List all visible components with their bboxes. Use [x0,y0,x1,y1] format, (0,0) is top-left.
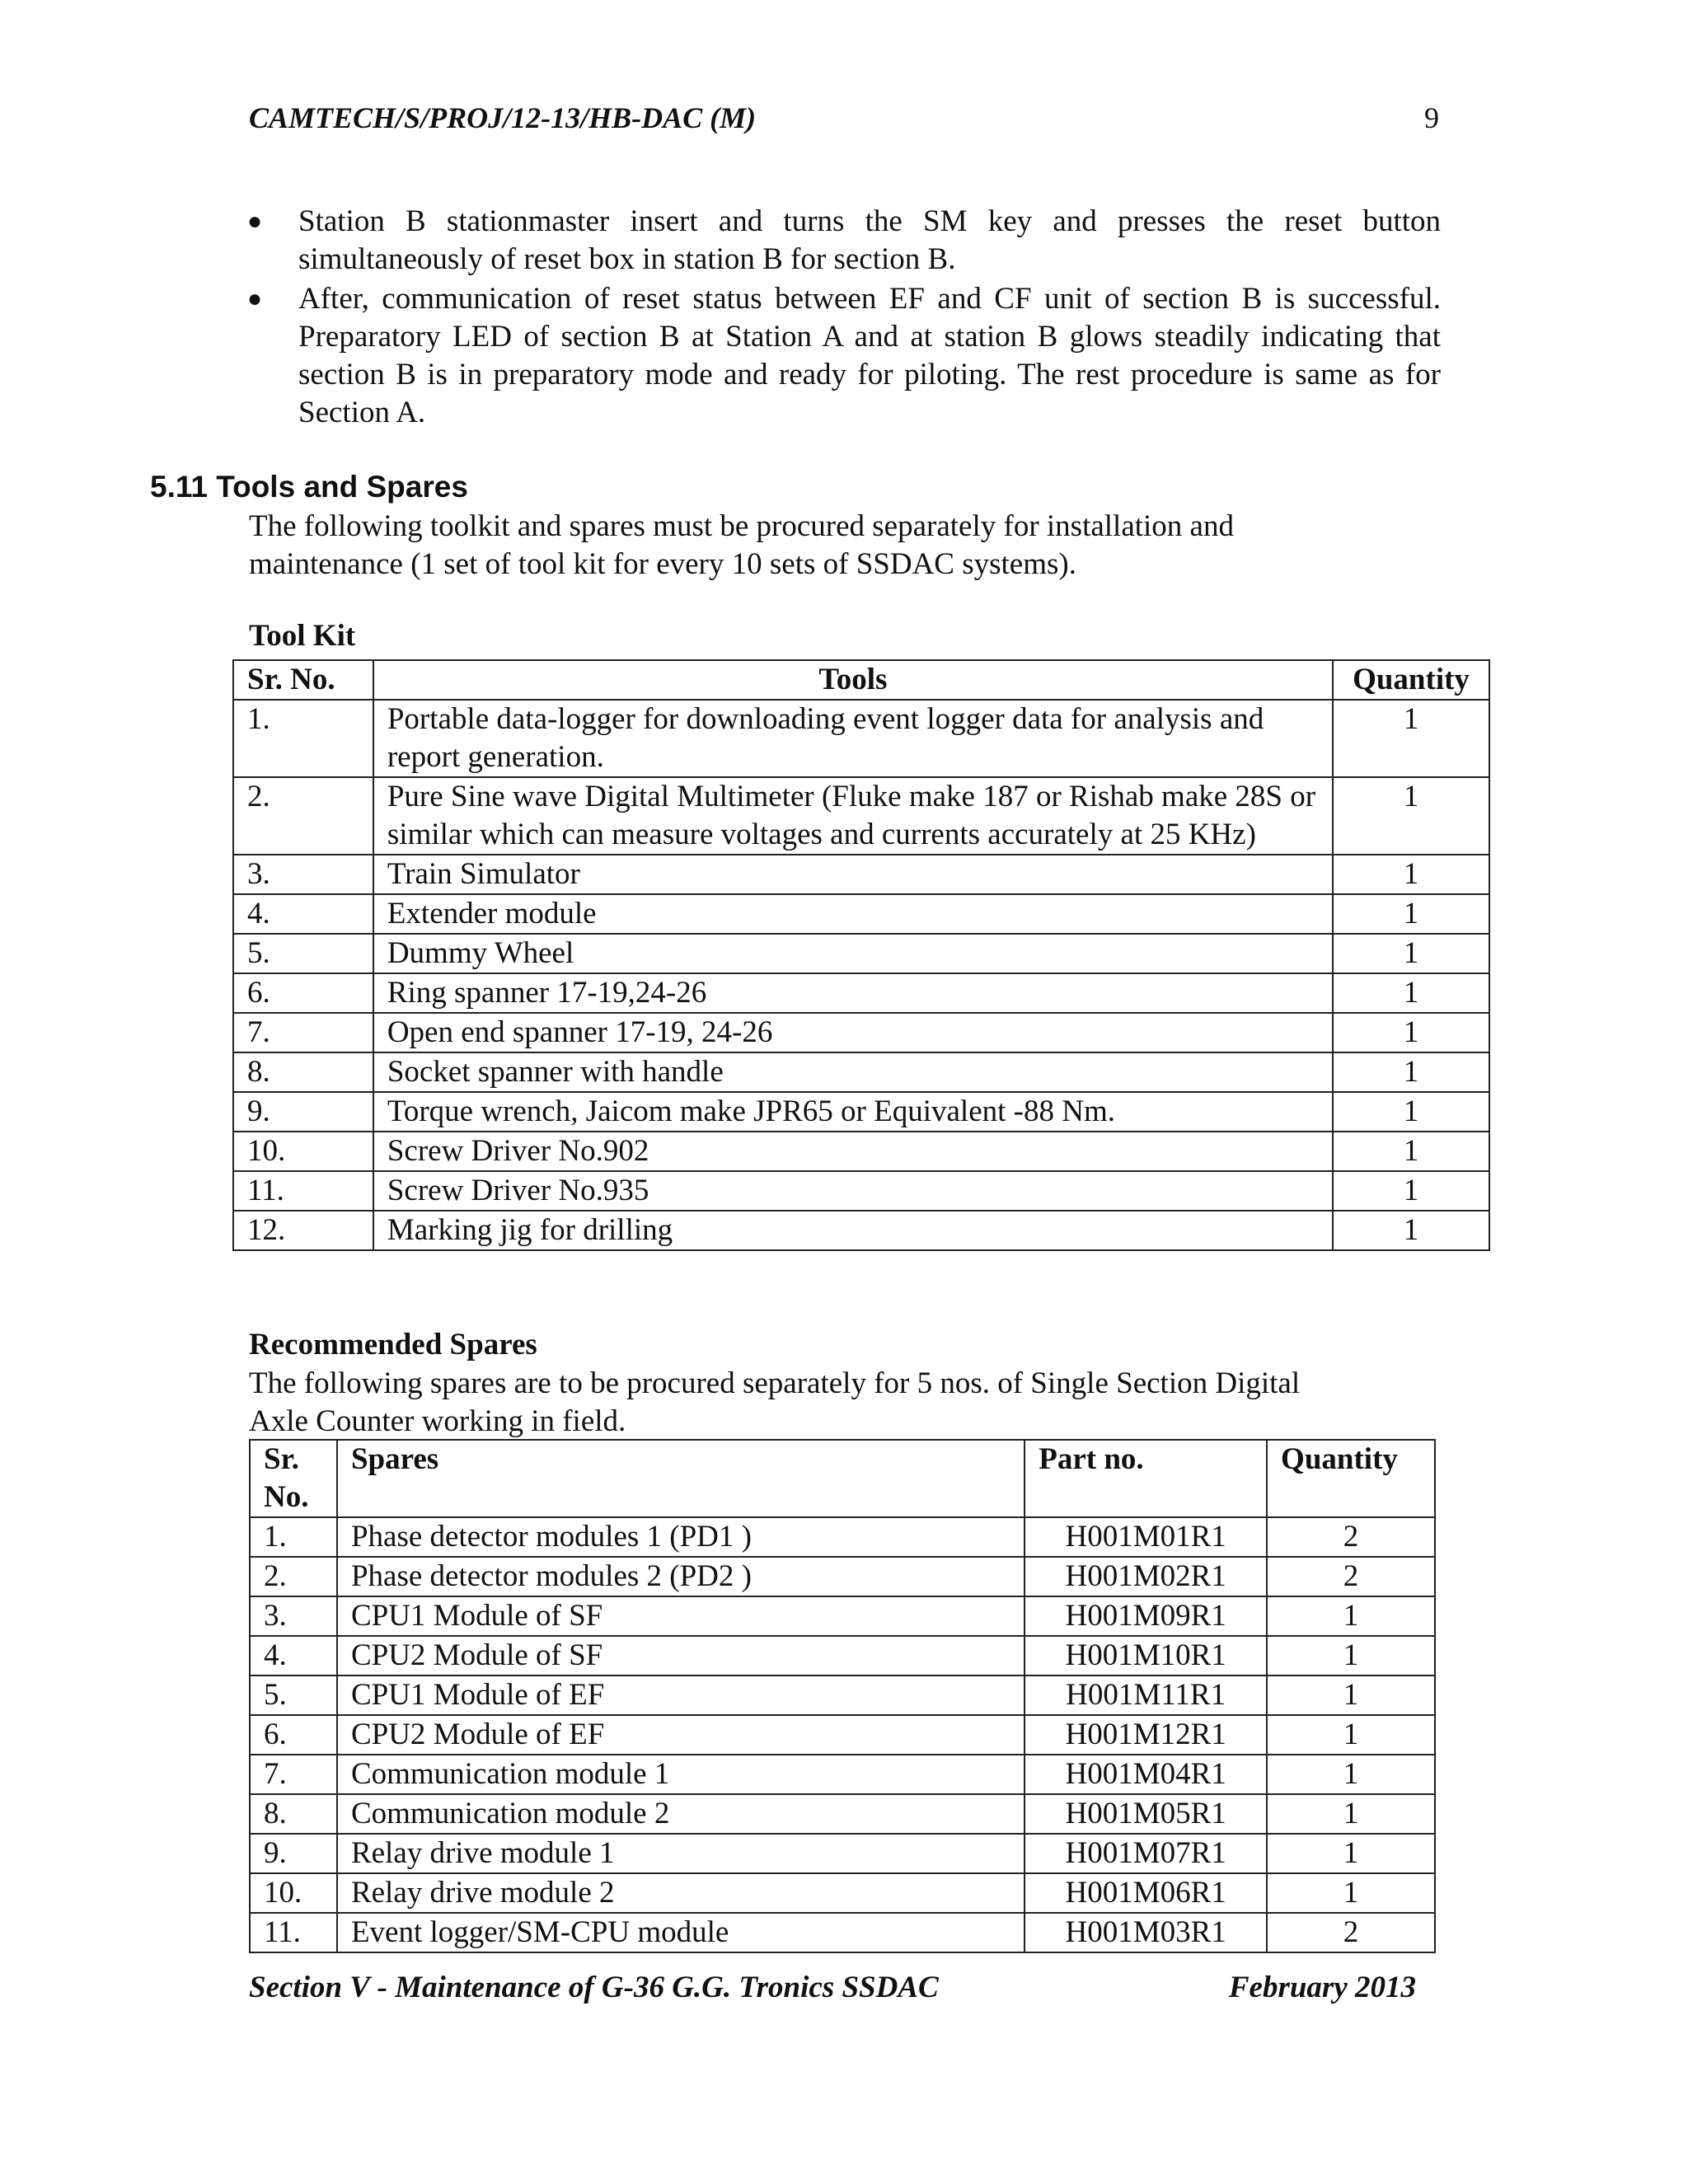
cell-part-no: H001M11R1 [1025,1675,1267,1715]
table-row [233,855,1489,894]
cell-sr-no: 11. [250,1913,337,1952]
cell-quantity: 1 [1333,700,1489,777]
cell-spare: Communication module 1 [337,1755,1025,1794]
cell-quantity: 1 [1333,777,1489,855]
cell-quantity: 1 [1333,1092,1489,1132]
cell-part-no: H001M07R1 [1025,1834,1267,1873]
cell-spare: Relay drive module 1 [337,1834,1025,1873]
cell-quantity: 2 [1267,1517,1435,1557]
cell-spare: CPU2 Module of EF [337,1715,1025,1755]
cell-sr-no: 8. [250,1794,337,1834]
cell-spare: Relay drive module 2 [337,1873,1025,1913]
table-row [250,1794,1435,1834]
cell-part-no: H001M12R1 [1025,1715,1267,1755]
cell-quantity: 1 [1267,1873,1435,1913]
cell-spare: Event logger/SM-CPU module [337,1913,1025,1952]
cell-spare: Phase detector modules 1 (PD1 ) [337,1517,1025,1557]
cell-part-no: H001M04R1 [1025,1755,1267,1794]
cell-quantity: 1 [1333,1211,1489,1250]
section-intro-line: maintenance (1 set of tool kit for every 10 sets of SSDAC systems). [249,547,1076,581]
header-spares: Spares [337,1440,1025,1517]
cell-sr-no: 10. [250,1873,337,1913]
spares-label: Recommended Spares [249,1328,537,1361]
cell-sr-no: 2. [250,1557,337,1596]
cell-quantity: 1 [1333,1171,1489,1211]
bullet-list [247,203,1441,434]
table-row [250,1755,1435,1794]
cell-tool: Torque wrench, Jaicom make JPR65 or Equivalent -88 Nm. [373,1092,1333,1132]
bullet-text: After, communication of reset status between EF and CF unit of section B is successful. Preparatory LED of section B at Station A and at station B glows steadily indicating that section B is in preparatory mode and ready for piloting. The rest procedure is same as for Section A. [298,282,1441,429]
cell-sr-no: 8. [233,1052,373,1092]
cell-sr-no: 3. [250,1596,337,1636]
cell-sr-no: 6. [250,1715,337,1755]
cell-sr-no: 1. [250,1517,337,1557]
table-row [250,1596,1435,1636]
document-code: CAMTECH/S/PROJ/12-13/HB-DAC (M) [249,101,757,134]
table-header-row [250,1440,1435,1517]
cell-spare: CPU1 Module of SF [337,1596,1025,1636]
cell-tool: Extender module [373,894,1333,934]
spares-intro [249,1365,1419,1441]
cell-quantity: 1 [1333,1013,1489,1052]
table-row [250,1675,1435,1715]
cell-part-no: H001M06R1 [1025,1873,1267,1913]
cell-sr-no: 12. [233,1211,373,1250]
table-row [233,934,1489,973]
cell-quantity: 1 [1333,855,1489,894]
cell-quantity: 1 [1333,1052,1489,1092]
spares-intro-line: Axle Counter working in field. [249,1404,626,1438]
page-number: 9 [1424,101,1439,134]
cell-quantity: 1 [1267,1755,1435,1794]
cell-part-no: H001M10R1 [1025,1636,1267,1675]
table-row [233,1211,1489,1250]
cell-tool: Open end spanner 17-19, 24-26 [373,1013,1333,1052]
cell-sr-no: 2. [233,777,373,855]
cell-quantity: 1 [1333,894,1489,934]
cell-quantity: 1 [1267,1834,1435,1873]
cell-tool: Portable data-logger for downloading event logger data for analysis and report generation. [373,700,1333,777]
cell-quantity: 1 [1267,1794,1435,1834]
cell-quantity: 1 [1333,1132,1489,1171]
cell-sr-no: 1. [233,700,373,777]
cell-quantity: 1 [1333,934,1489,973]
cell-quantity: 1 [1267,1715,1435,1755]
cell-sr-no: 3. [233,855,373,894]
table-row [233,973,1489,1013]
spares-table [249,1439,1436,1953]
bullet-item [247,280,1441,432]
table-row [250,1557,1435,1596]
cell-tool: Pure Sine wave Digital Multimeter (Fluke make 187 or Rishab make 28S or similar which can measure voltages and currents accurately at 25 KHz) [373,777,1333,855]
header-quantity: Quantity [1267,1440,1435,1517]
header-quantity: Quantity [1333,660,1489,700]
bullet-text: Station B stationmaster insert and turns the SM key and presses the reset button simultaneously of reset box in station B for section B. [298,204,1441,276]
cell-spare: Phase detector modules 2 (PD2 ) [337,1557,1025,1596]
cell-quantity: 1 [1267,1636,1435,1675]
cell-sr-no: 7. [250,1755,337,1794]
cell-sr-no: 4. [250,1636,337,1675]
cell-part-no: H001M01R1 [1025,1517,1267,1557]
table-row [233,1132,1489,1171]
cell-part-no: H001M03R1 [1025,1913,1267,1952]
cell-spare: CPU2 Module of SF [337,1636,1025,1675]
cell-tool: Ring spanner 17-19,24-26 [373,973,1333,1013]
bullet-icon: ● [247,208,263,235]
header-sr-no: Sr. No. [233,660,373,700]
cell-quantity: 1 [1267,1675,1435,1715]
tool-kit-table [232,659,1490,1251]
table-row [233,700,1489,777]
cell-tool: Dummy Wheel [373,934,1333,973]
cell-part-no: H001M05R1 [1025,1794,1267,1834]
cell-part-no: H001M02R1 [1025,1557,1267,1596]
cell-tool: Train Simulator [373,855,1333,894]
cell-tool: Socket spanner with handle [373,1052,1333,1092]
cell-quantity: 2 [1267,1557,1435,1596]
cell-sr-no: 5. [233,934,373,973]
cell-sr-no: 5. [250,1675,337,1715]
table-row [250,1517,1435,1557]
table-row [250,1834,1435,1873]
cell-quantity: 2 [1267,1913,1435,1952]
cell-tool: Screw Driver No.935 [373,1171,1333,1211]
spares-intro-line: The following spares are to be procured separately for 5 nos. of Single Section Digital [249,1366,1301,1400]
header-sr-line: No. [264,1480,309,1514]
cell-sr-no: 9. [233,1092,373,1132]
cell-part-no: H001M09R1 [1025,1596,1267,1636]
bullet-icon: ● [247,285,263,312]
cell-tool: Marking jig for drilling [373,1211,1333,1250]
table-row [250,1636,1435,1675]
tool-kit-label: Tool Kit [249,619,356,653]
section-heading: 5.11 Tools and Spares [150,470,468,504]
cell-sr-no: 7. [233,1013,373,1052]
table-row [250,1913,1435,1952]
header-tools: Tools [373,660,1333,700]
table-row [233,1171,1489,1211]
cell-sr-no: 4. [233,894,373,934]
table-row [233,894,1489,934]
section-intro-line: The following toolkit and spares must be procured separately for installation and [249,509,1234,543]
table-row [233,777,1489,855]
header-part-no: Part no. [1025,1440,1267,1517]
cell-sr-no: 10. [233,1132,373,1171]
header-sr-no [250,1440,337,1517]
cell-spare: Communication module 2 [337,1794,1025,1834]
bullet-item [247,203,1441,279]
cell-spare: CPU1 Module of EF [337,1675,1025,1715]
footer-date: February 2013 [1228,1971,1416,2004]
cell-quantity: 1 [1333,973,1489,1013]
cell-quantity: 1 [1267,1596,1435,1636]
table-row [250,1715,1435,1755]
header-sr-line: Sr. [264,1442,299,1476]
cell-sr-no: 9. [250,1834,337,1873]
section-intro [249,508,1419,583]
cell-sr-no: 11. [233,1171,373,1211]
cell-tool: Screw Driver No.902 [373,1132,1333,1171]
cell-sr-no: 6. [233,973,373,1013]
table-row [233,1052,1489,1092]
table-row [250,1873,1435,1913]
table-header-row [233,660,1489,700]
table-row [233,1092,1489,1132]
table-row [233,1013,1489,1052]
footer-section-title: Section V - Maintenance of G-36 G.G. Tronics SSDAC [249,1971,939,2004]
